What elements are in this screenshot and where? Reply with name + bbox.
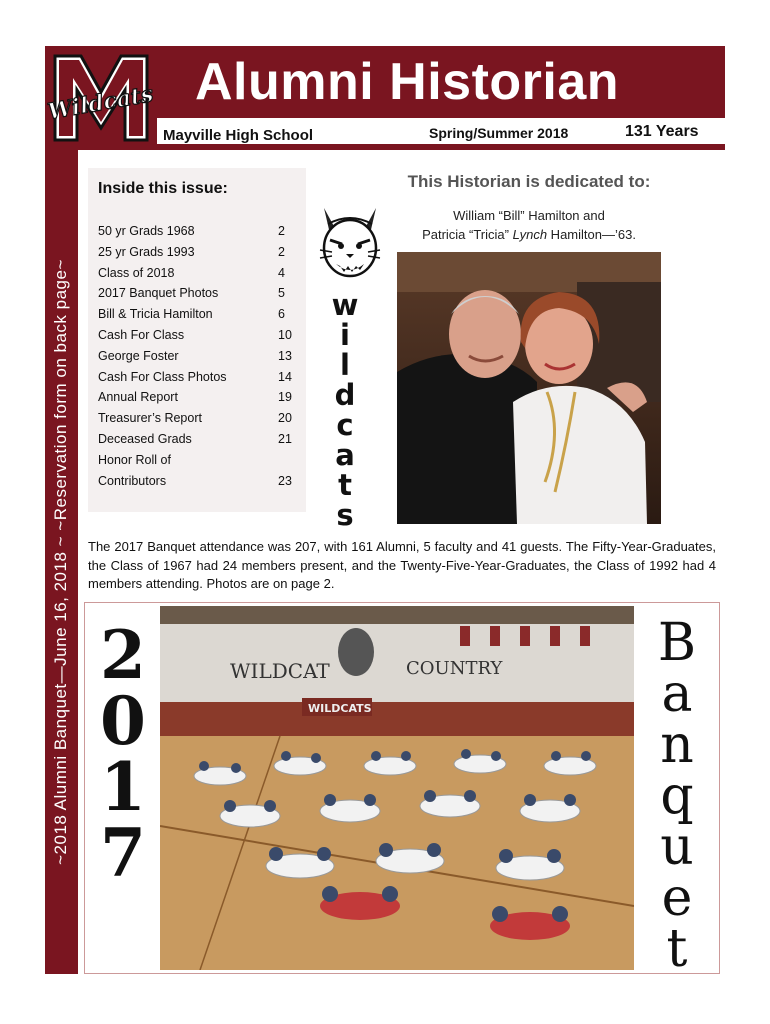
vertical-letter: t [338,468,352,502]
toc-item-page: 2 [278,244,285,259]
toc-item-title: Class of 2018 [98,265,175,280]
vertical-wildcats-word [318,290,372,530]
vertical-banquet-word [640,613,714,979]
year-digit: 0 [100,682,146,760]
toc-item [98,349,298,370]
dedication-maiden-name: Lynch [512,227,548,242]
gym-sign-right: COUNTRY [406,658,503,679]
toc-item-page: 20 [278,411,292,426]
vertical-letter: w [331,288,359,322]
toc-item-title: Cash For Class [98,327,185,342]
toc-item [98,453,298,474]
banquet-letter: e [661,868,693,928]
toc-item-title: George Foster [98,348,179,363]
toc-item [98,245,298,266]
toc-item [98,328,298,349]
toc-item-page: 2 [278,224,285,238]
toc-item [98,390,298,411]
toc-item [98,411,298,432]
toc-item-page: 13 [278,348,292,363]
banquet-letter: t [666,919,688,979]
toc-item [98,432,298,453]
vertical-letter: s [336,498,354,532]
side-banner-text: ~2018 Alumni Banquet—June 16, 2018 ~ ~Reservation form on back page~ [51,259,70,865]
toc-list [98,224,298,494]
toc-item-page: 21 [278,431,292,446]
year-digit: 2 [100,616,146,694]
gym-banner: WILDCATS [308,702,372,715]
years-badge: 131 Years [625,123,699,140]
issue-season: Spring/Summer 2018 [429,125,569,141]
banquet-letter: u [660,817,694,877]
toc-item [98,307,298,328]
vertical-letter: d [334,378,356,412]
title-band [157,46,725,118]
toc-item-page: 19 [278,390,292,405]
toc-item [98,286,298,307]
dedication-heading: This Historian is dedicated to: [407,172,651,191]
toc-heading: Inside this issue: [98,180,228,197]
toc-item-title: 2017 Banquet Photos [98,286,219,301]
toc-item-page: 4 [278,265,285,280]
toc-item-title: Annual Report [98,390,178,405]
toc-item-title: Bill & Tricia Hamilton [98,307,213,322]
toc-item [98,266,298,287]
banquet-letter: n [660,715,694,775]
logo-text: Wildcats [45,80,156,126]
hamilton-couple-photo [397,252,661,524]
wildcats-logo [45,46,157,150]
toc-item-title: 25 yr Grads 1993 [98,244,195,259]
toc-item-page: 6 [278,307,285,322]
year-digit: 1 [100,748,146,826]
vertical-letter: l [340,348,350,382]
toc-item-title: Cash For Class Photos [98,369,227,384]
inside-this-issue-box [88,168,306,512]
dedication-name-a: Patricia “Tricia” [422,227,513,242]
vertical-letter: a [335,438,355,472]
toc-item-page: 5 [278,286,285,301]
school-name: Mayville High School [163,127,314,144]
gym-sign-left: WILDCAT [230,659,330,683]
dedication-line-1: William “Bill” Hamilton and [453,208,605,223]
toc-item-page: 14 [278,369,292,384]
year-digit: 7 [100,814,146,892]
toc-item-page: 23 [278,473,292,488]
masthead [45,46,725,150]
toc-item-title: 50 yr Grads 1968 [98,224,195,238]
toc-item-title: Deceased Grads [98,431,192,446]
banquet-gym-photo [160,606,634,970]
toc-item [98,474,298,495]
dedication-name-c: Hamilton—’63. [547,227,636,242]
vertical-year-2017 [88,616,158,892]
toc-item-title: Treasurer’s Report [98,411,202,426]
banquet-letter: B [657,613,697,673]
toc-item-title: Contributors [98,473,167,488]
toc-item-page: 10 [278,327,292,342]
vertical-letter: c [336,408,354,442]
toc-item-title: Honor Roll of [98,452,171,467]
toc-item [98,224,298,245]
vertical-letter: i [340,318,350,352]
banquet-letter: a [661,664,693,724]
banquet-letter: q [660,766,694,826]
newsletter-title: Alumni Historian [195,53,620,111]
subtitle-row [157,118,725,150]
toc-item [98,370,298,391]
banquet-attendance-caption: The 2017 Banquet attendance was 207, with 161 Alumni, 5 faculty and 41 guests. The Fifty-Year-Graduates, the Class of 1967 had 24 members present, and the Twenty-Five-Year-Graduates, the Class of 1992 had 4 members attending. Photos are on page 2. [88,539,716,591]
dedication-line-2 [372,227,686,242]
